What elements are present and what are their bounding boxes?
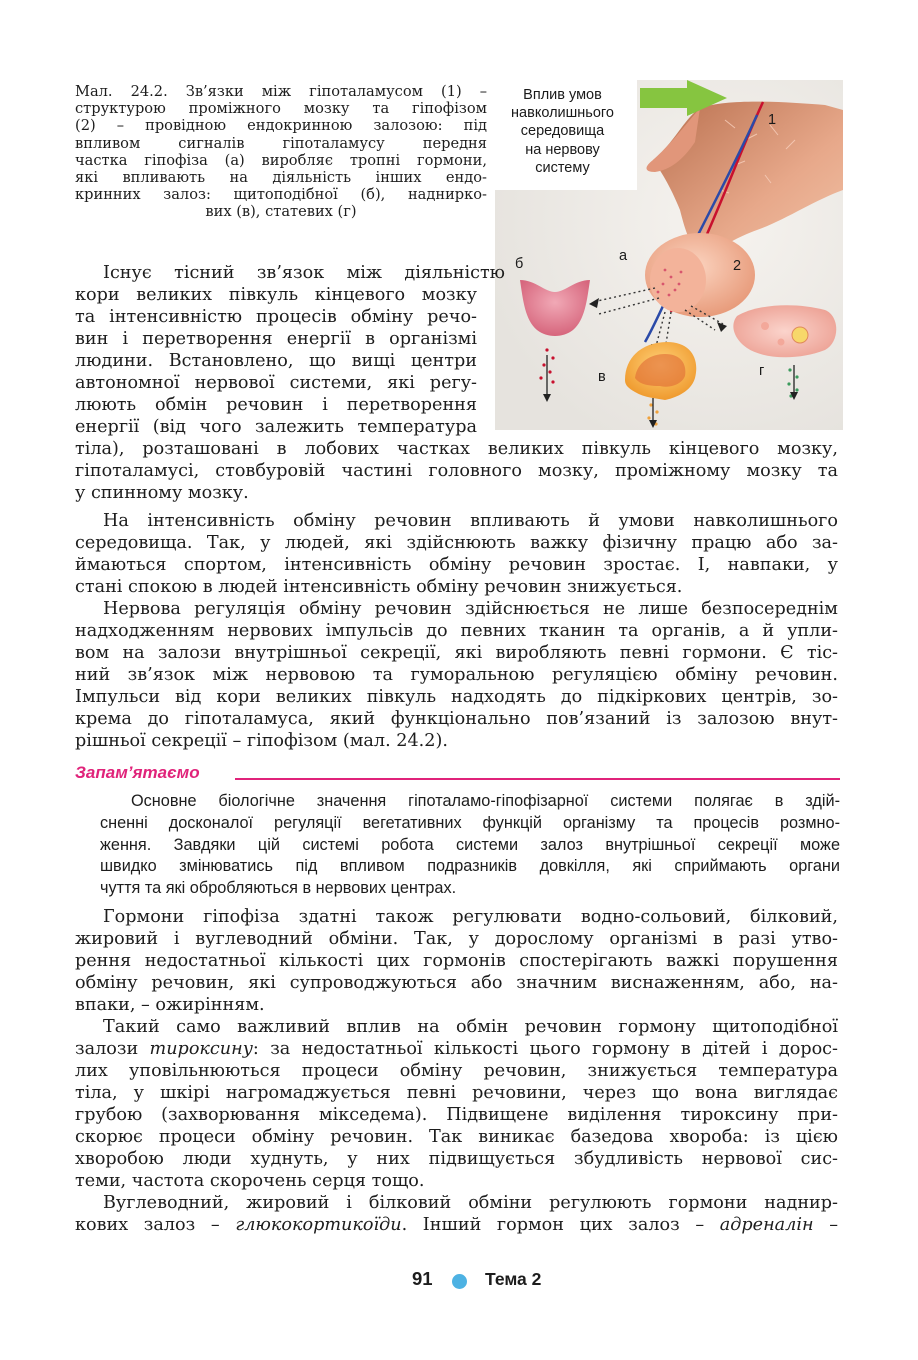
remember-title: Запам’ятаємо xyxy=(75,763,200,782)
remember-line: сненні досконалої регуляції вегетативних функцій організму та процесів розмно- xyxy=(100,813,840,832)
para5-line-2 xyxy=(75,1038,838,1060)
para5-line: тіла, у шкірі нагромаджується певні речовини, через що вона виглядає xyxy=(75,1083,838,1103)
remember-line: швидко змінюватись під впливом подразників довкілля, які сприймають органи xyxy=(100,857,840,876)
caption-line: кринних залоз: щитоподібної (б), наднирко- xyxy=(75,186,487,204)
para6-text: кових залоз – xyxy=(75,1215,236,1235)
caption-line: Мал. 24.2. Зв’язки між гіпоталамусом (1) – xyxy=(75,83,487,100)
remember-line: Основне біологічне значення гіпоталамо-гіпофізарної системи полягає в здій- xyxy=(131,792,840,810)
para4-line: жировий і вуглеводний обміни. Так, у дорослому організмі в разі утво- xyxy=(75,929,838,949)
para1-line: людини. Встановлено, що вищі центри xyxy=(75,351,477,371)
para6-text: – xyxy=(813,1215,839,1235)
remember-line: ження. Завдяки цій системі робота системи залоз внутрішньої секреції може xyxy=(100,835,840,854)
para3-line: крема до гіпоталамуса, який функціонально пов’язаний із залозою внут- xyxy=(75,709,838,729)
remember-rule xyxy=(235,778,840,780)
caption-line: впливом сигналів гіпоталамусу передня xyxy=(75,134,487,152)
para1-line: та інтенсивністю процесів обміну речо- xyxy=(75,307,477,327)
para1-line: тіла), розташовані в лобових частках великих півкуль кінцевого мозку, xyxy=(75,439,838,459)
paragraph-3 xyxy=(75,598,838,752)
caption-line: вих (в), статевих (г) xyxy=(205,203,357,221)
para6-line-2 xyxy=(75,1214,838,1236)
para4-line: обміну речовин, які супроводжуються або значним виснаженням, або, на- xyxy=(75,973,838,993)
caption-line: (2) – провідною ендокринною залозою: під xyxy=(75,117,487,135)
para1-line: кори великих півкуль кінцевого мозку xyxy=(75,285,477,305)
para5-line-1: Такий само важливий вплив на обмін речовин гормону щитоподібної xyxy=(103,1017,838,1037)
para5-line: скорює процеси обміну речовин. Так виникає базедова хвороба: із цією xyxy=(75,1127,838,1147)
environment-caption-line: Вплив умов xyxy=(523,87,602,103)
caption-line: структурою проміжного мозку та гіпофізом xyxy=(75,100,487,118)
para1-line: Існує тісний зв’язок між діяльністю xyxy=(103,263,505,283)
environment-caption-line: середовища xyxy=(520,123,605,140)
remember-box xyxy=(100,791,840,900)
theme-label: Тема 2 xyxy=(485,1269,542,1289)
para5-line: грубою (захворювання мікседема). Підвищене виділення тироксину при- xyxy=(75,1105,838,1125)
para5-text: : за недостатньої кількості цього гормону в дітей і дорос- xyxy=(252,1039,838,1059)
paragraph-2 xyxy=(75,510,838,598)
remember-line: чуття та які обробляються в нервових центрах. xyxy=(100,879,457,898)
para5-line: лих уповільнюються процеси обміну речовин, знижується температура xyxy=(75,1061,838,1081)
para5-line: хворобою люди худнуть, у них підвищується збудливість нервової сис- xyxy=(75,1149,838,1169)
paragraph-4 xyxy=(75,906,838,1016)
page-footer xyxy=(0,1268,918,1294)
para1-line: у спинному мозку. xyxy=(75,483,249,503)
para2-line: середовища. Так, у людей, які здійснюють важку фізичну працю або за- xyxy=(75,533,838,553)
para3-line: Нервова регуляція обміну речовин здійснюється не лише безпосереднім xyxy=(103,599,838,619)
caption-line: частка гіпофіза (а) виробляє тропні гормони, xyxy=(75,151,487,169)
bullet-dot-icon xyxy=(452,1274,467,1289)
page-number: 91 xyxy=(412,1268,433,1289)
para1-line: енергії (від чого залежить температура xyxy=(75,417,477,437)
para4-line: рення недостатньої кількості цих гормонів спостерігають важкі порушення xyxy=(75,951,838,971)
para4-line: впаки, – ожирінням. xyxy=(75,995,265,1015)
paragraph-5 xyxy=(75,1016,838,1192)
label-gonad: г xyxy=(759,363,765,379)
environment-caption-line: на нервову xyxy=(525,141,600,158)
label-pituitary: 2 xyxy=(733,258,742,274)
para5-line: теми, частота скорочень серця тощо. xyxy=(75,1171,425,1191)
para6-line-1: Вуглеводний, жировий і білковий обміни регулюють гормони наднир- xyxy=(103,1193,838,1213)
para5-rest xyxy=(75,1060,838,1192)
environment-caption-line: навколишнього xyxy=(511,105,614,122)
label-thyroid: б xyxy=(515,256,524,272)
environment-caption xyxy=(495,86,630,177)
caption-line: які впливають на діяльність інших ендо- xyxy=(75,169,487,187)
para1-line: гіпоталамусі, стовбуровій частині головного мозку, проміжному мозку та xyxy=(75,461,838,481)
figure-caption xyxy=(75,83,487,221)
para2-line: стані спокою в людей інтенсивність обміну речовин знижується. xyxy=(75,577,683,597)
para3-line: Імпульси від кори великих півкуль надходять до підкіркових центрів, зо- xyxy=(75,687,838,707)
paragraph-1 xyxy=(75,262,838,504)
para3-line: ний зв’язок між нервовою та гуморальною регуляцією обміну речовин. xyxy=(75,665,838,685)
para1-line: вин і перетворення енергії в організмі xyxy=(75,329,477,349)
para5-text: залози xyxy=(75,1039,150,1059)
remember-header xyxy=(75,763,840,785)
label-adrenal: в xyxy=(598,369,606,385)
term-glucocorticoids: глюкокортикоїди xyxy=(235,1215,402,1235)
para2-line: ймаються спортом, інтенсивність обміну речовин зростає. І, навпаки, у xyxy=(75,555,838,575)
term-thyroxine: тироксину xyxy=(149,1039,253,1059)
para1-line: автономної нервової системи, які регу- xyxy=(75,373,477,393)
paragraph-6 xyxy=(75,1192,838,1236)
para6-text: . Інший гормон цих залоз – xyxy=(401,1215,720,1235)
para2-line: На інтенсивність обміну речовин впливають й умови навколишнього xyxy=(103,511,838,531)
para1-line: люють обмін речовин і перетворення xyxy=(75,395,477,415)
term-adrenaline: адреналін xyxy=(719,1215,814,1235)
para3-line: надходженням нервових імпульсів до певних тканин та органів, а й упли- xyxy=(75,621,838,641)
label-anterior-lobe: а xyxy=(619,248,628,264)
para3-line: вом на залози внутрішньої секреції, які виробляють певні гормони. Є тіс- xyxy=(75,643,838,663)
para3-line: рішньої секреції – гіпофізом (мал. 24.2). xyxy=(75,731,448,751)
label-hypothalamus: 1 xyxy=(768,112,777,128)
para4-line: Гормони гіпофіза здатні також регулювати водно-сольовий, білковий, xyxy=(103,907,838,927)
environment-caption-line: систему xyxy=(535,159,590,176)
